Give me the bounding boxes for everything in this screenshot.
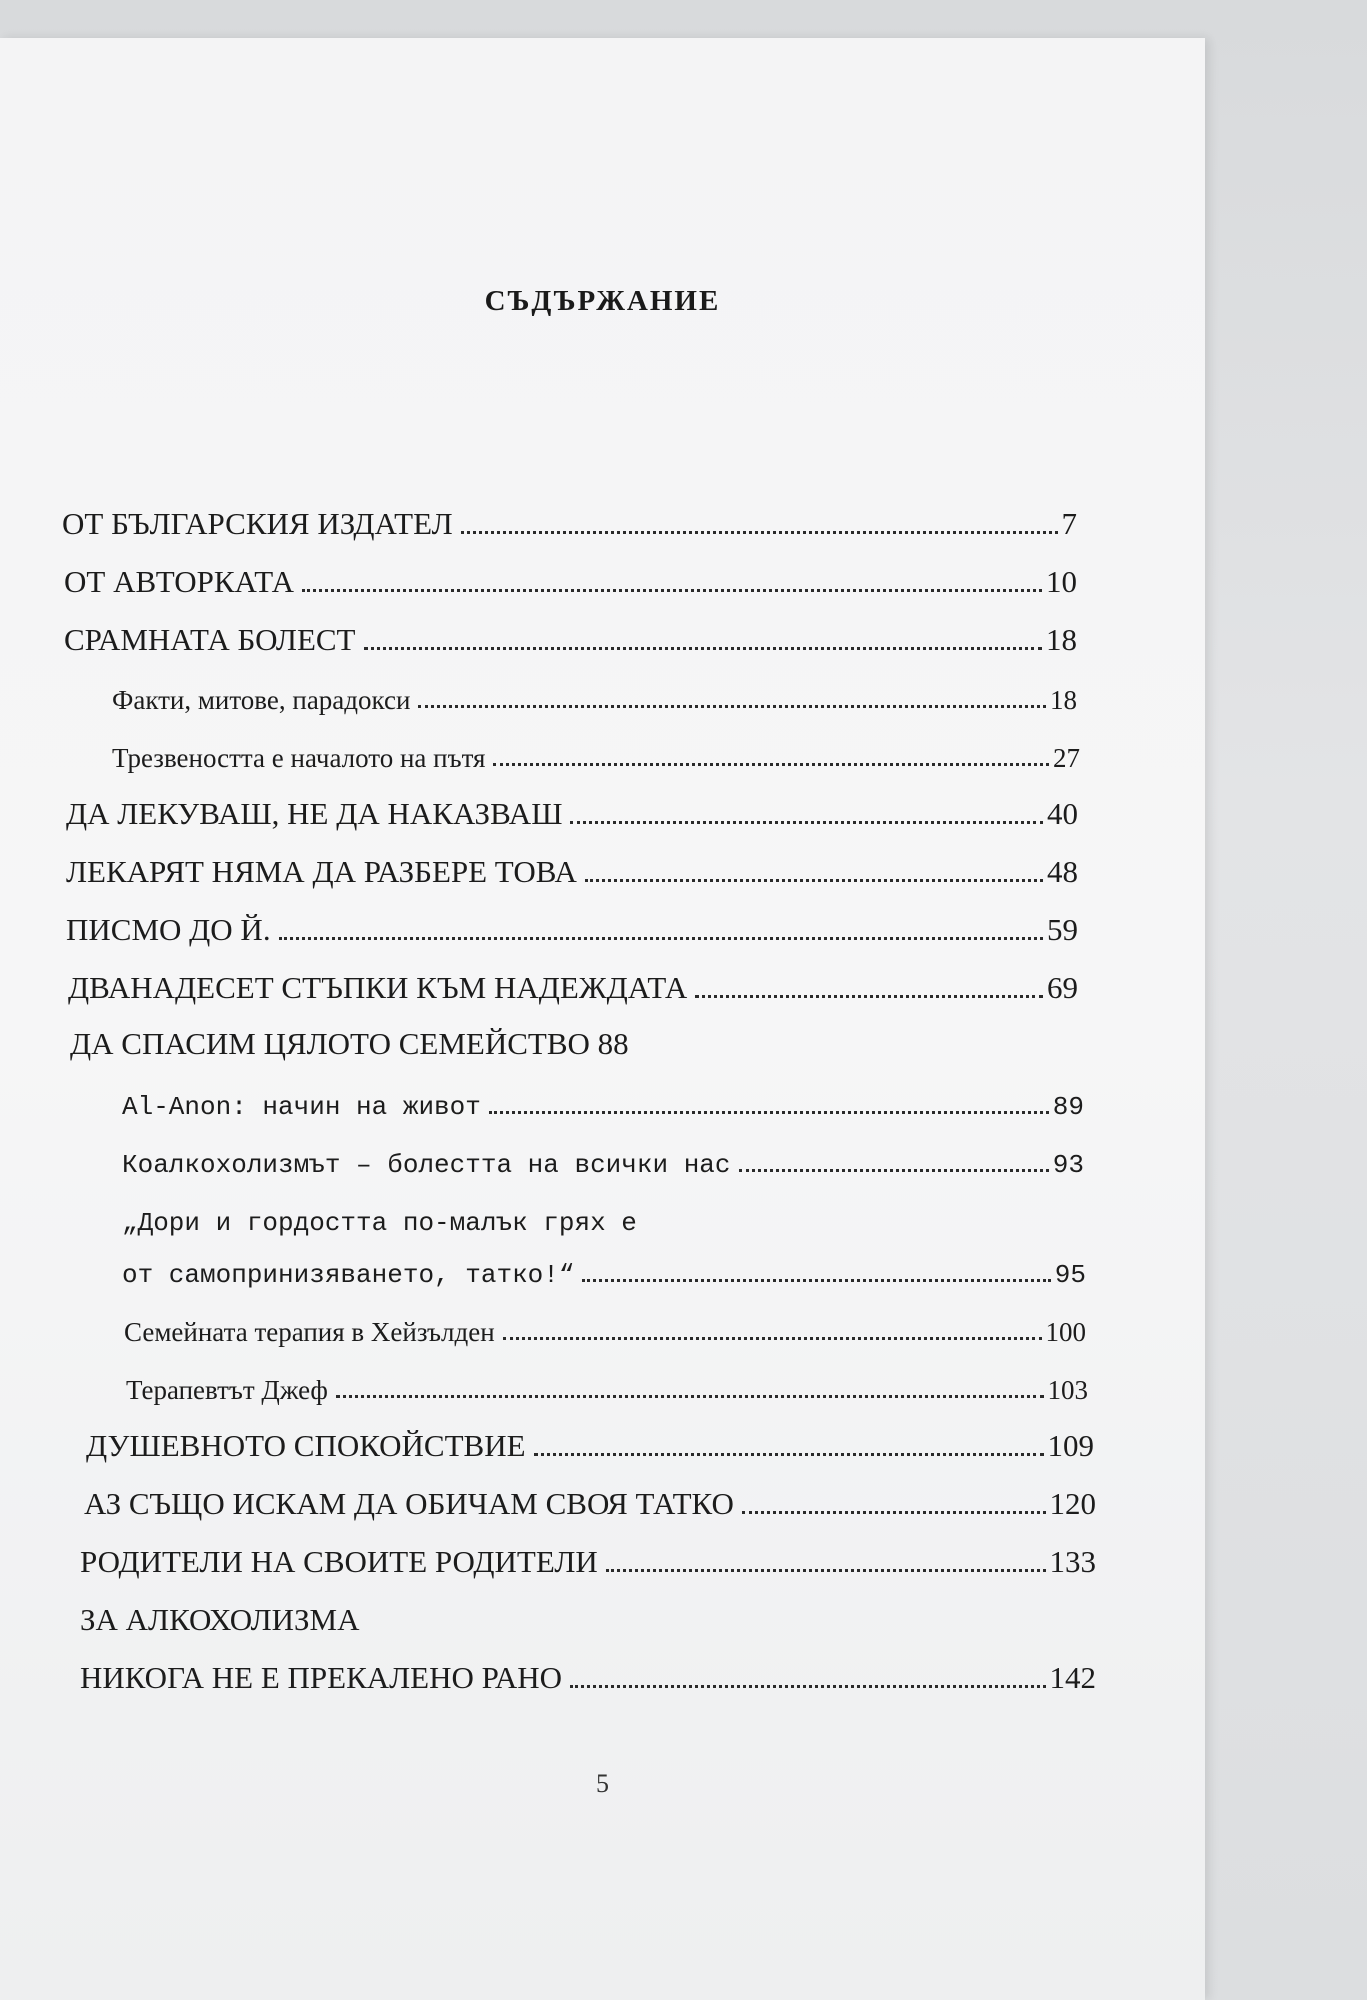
toc-entry-title: Факти, митове, парадокси bbox=[112, 685, 411, 715]
toc-entry-page: 7 bbox=[1061, 506, 1077, 541]
page-number: 5 bbox=[596, 1769, 609, 1798]
toc-entry-page: 59 bbox=[1047, 912, 1078, 947]
dot-leader bbox=[585, 879, 1043, 882]
dot-leader bbox=[742, 1511, 1046, 1514]
toc-entry-title: ДА ЛЕКУВАШ, НЕ ДА НАКАЗВАШ bbox=[66, 796, 563, 831]
dot-leader bbox=[279, 937, 1043, 940]
toc-entry bbox=[84, 1482, 1096, 1522]
toc-entry-title: Коалкохолизмът – болестта на всички нас bbox=[122, 1150, 731, 1180]
toc-entry-title: Терапевтът Джеф bbox=[126, 1375, 328, 1405]
toc-subentry bbox=[124, 1308, 1086, 1348]
dot-leader bbox=[695, 995, 1043, 998]
toc-entry-page: 18 bbox=[1046, 622, 1077, 657]
toc-entry-title: ДУШЕВНОТО СПОКОЙСТВИЕ bbox=[86, 1428, 526, 1463]
dot-leader bbox=[582, 1279, 1050, 1282]
toc-entry-title: НИКОГА НЕ Е ПРЕКАЛЕНО РАНО bbox=[80, 1660, 563, 1695]
toc-entry-page: 95 bbox=[1054, 1260, 1086, 1290]
dot-leader bbox=[739, 1169, 1049, 1172]
toc-entry-page: 93 bbox=[1052, 1150, 1084, 1180]
dot-leader bbox=[302, 589, 1042, 592]
toc-entry-title: ДВАНАДЕСЕТ СТЪПКИ КЪМ НАДЕЖДАТА bbox=[68, 970, 688, 1005]
toc-entry-title: ПИСМО ДО Й. bbox=[66, 912, 271, 947]
toc-entry-page: 10 bbox=[1046, 564, 1077, 599]
toc-entry-page: 100 bbox=[1045, 1317, 1086, 1347]
toc-entry bbox=[80, 1540, 1096, 1580]
toc-entry-page: 109 bbox=[1047, 1428, 1094, 1463]
toc-subentry bbox=[126, 1366, 1088, 1406]
toc-entry-title: ЛЕКАРЯТ НЯМА ДА РАЗБЕРЕ ТОВА bbox=[66, 854, 577, 889]
toc-subentry bbox=[122, 1250, 1086, 1290]
toc-subentry bbox=[112, 734, 1080, 774]
toc-entry-page: 103 bbox=[1047, 1375, 1088, 1405]
dot-leader bbox=[489, 1111, 1049, 1114]
toc-entry-page: 89 bbox=[1052, 1092, 1084, 1122]
toc-entry-title: АЗ СЪЩО ИСКАМ ДА ОБИЧАМ СВОЯ ТАТКО bbox=[84, 1486, 734, 1521]
toc-subentry bbox=[112, 676, 1077, 716]
dot-leader bbox=[606, 1569, 1046, 1572]
toc-entry bbox=[64, 618, 1077, 658]
page-title: СЪДЪРЖАНИЕ bbox=[484, 285, 721, 317]
toc-entry bbox=[66, 792, 1078, 832]
dot-leader bbox=[418, 705, 1046, 708]
toc-entry bbox=[68, 966, 1078, 1006]
dot-leader bbox=[570, 821, 1043, 824]
toc-entry bbox=[66, 908, 1078, 948]
dot-leader bbox=[364, 647, 1043, 650]
toc-entry-page: 133 bbox=[1049, 1544, 1096, 1579]
toc-entry-page: 120 bbox=[1049, 1486, 1096, 1521]
toc-entry-page: 40 bbox=[1047, 796, 1078, 831]
toc-entry-page: 142 bbox=[1049, 1660, 1096, 1695]
toc-entry bbox=[86, 1424, 1094, 1464]
toc-entry-page: 18 bbox=[1050, 685, 1077, 715]
toc-entry-title: Al-Anon: начин на живот bbox=[122, 1092, 481, 1122]
toc-entry-title: „Дори и гордостта по-малък грях е bbox=[122, 1208, 637, 1238]
toc-entry-title: ДА СПАСИМ ЦЯЛОТО СЕМЕЙСТВО 88 bbox=[70, 1026, 629, 1061]
dot-leader bbox=[336, 1395, 1044, 1398]
toc-entry-title: РОДИТЕЛИ НА СВОИТЕ РОДИТЕЛИ bbox=[80, 1544, 598, 1579]
toc-entry-page: 69 bbox=[1047, 970, 1078, 1005]
toc-entry-title: Трезвеността е началото на пътя bbox=[112, 743, 486, 773]
dot-leader bbox=[534, 1453, 1044, 1456]
toc-entry bbox=[64, 560, 1077, 600]
book-page bbox=[0, 38, 1205, 2000]
toc-entry-title: СРАМНАТА БОЛЕСТ bbox=[64, 622, 356, 657]
toc-entry-page: 27 bbox=[1053, 743, 1080, 773]
toc-entry-title: от самопринизяването, татко!“ bbox=[122, 1260, 575, 1290]
toc-entry-title: ОТ БЪЛГАРСКИЯ ИЗДАТЕЛ bbox=[62, 506, 453, 541]
toc-entry bbox=[62, 502, 1077, 542]
dot-leader bbox=[493, 763, 1049, 766]
dot-leader bbox=[461, 531, 1058, 534]
toc-subentry bbox=[122, 1082, 1084, 1122]
toc-subentry bbox=[122, 1140, 1084, 1180]
dot-leader bbox=[570, 1685, 1045, 1688]
toc-entry bbox=[66, 850, 1078, 890]
dot-leader bbox=[503, 1337, 1042, 1340]
toc-entry-title: ЗА АЛКОХОЛИЗМА bbox=[80, 1602, 360, 1637]
toc-entry-title: Семейната терапия в Хейзълден bbox=[124, 1317, 495, 1347]
toc-entry-page: 48 bbox=[1047, 854, 1078, 889]
toc-entry-title: ОТ АВТОРКАТА bbox=[64, 564, 295, 599]
toc-entry bbox=[80, 1656, 1096, 1696]
